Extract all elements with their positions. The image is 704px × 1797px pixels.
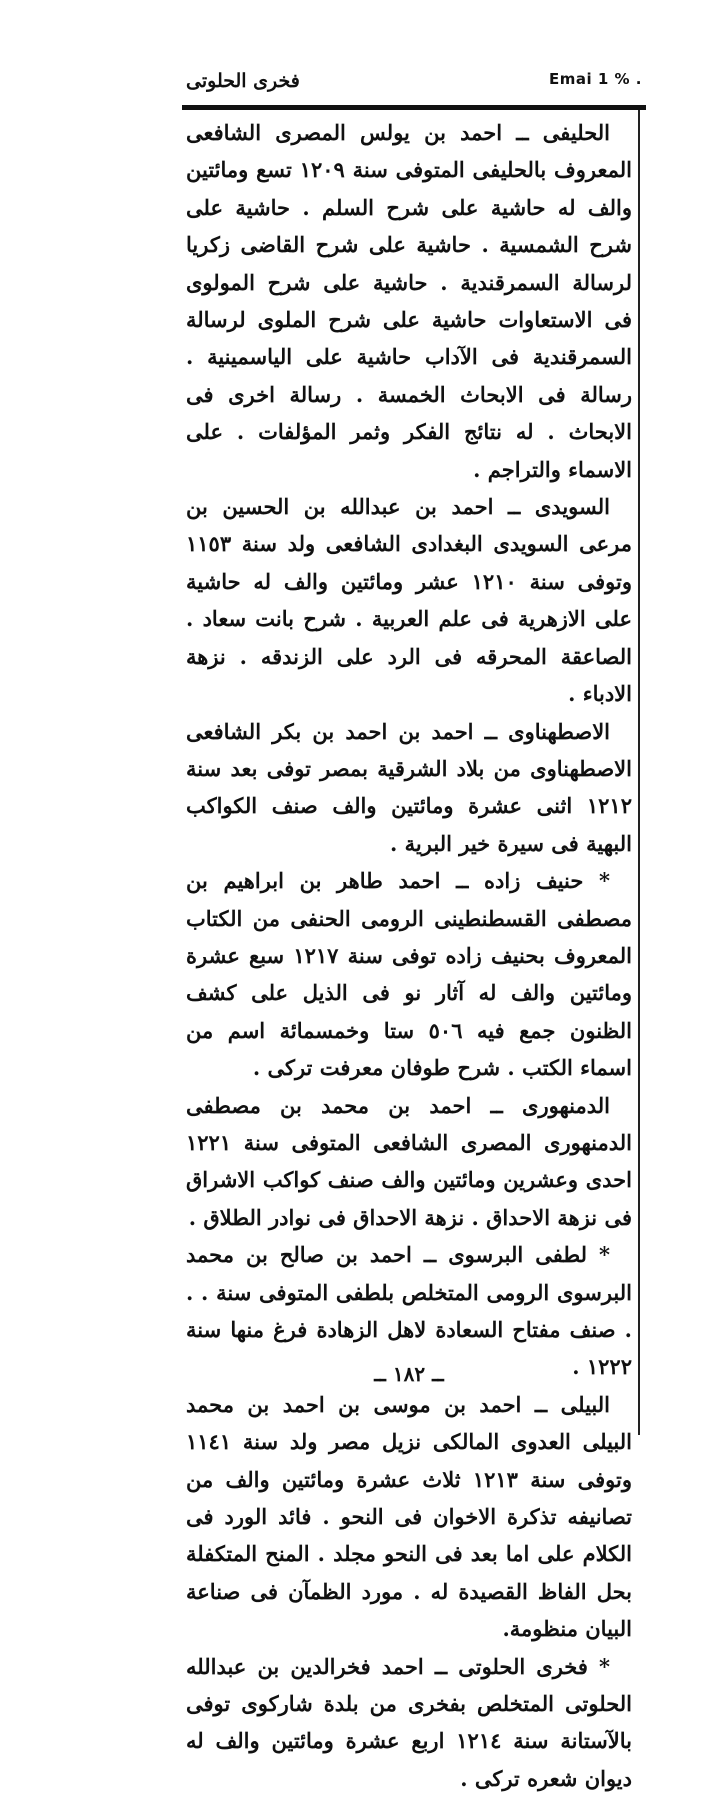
page-number: ــ ١٨٢ ــ	[374, 1362, 444, 1386]
entry-text: * حنيف زاده ــ احمد طاهر بن ابراهيم بن مصطفى القسطنطينى الرومى الحنفى من الكتاب المعروف بحنيف زاده توفى سنة ١٢١٧ سبع عشرة ومائتين والف له آثار نو فى الذيل على كشف الظنون جمع فيه ٥٠٦ ستا وخمسمائة اسم من اسماء الكتب . شرح طوفان معرفت تركى .	[186, 868, 633, 1081]
header-rule	[182, 105, 646, 110]
running-head-ref: Emai 1 % .	[549, 70, 642, 88]
entry-text: الاصطهناوى ــ احمد بن احمد بن بكر الشافعى الاصطهناوى من بلاد الشرقية بمصر توفى بعد سنة ١٢١٢ اثنى عشرة ومائتين والف صنف الكواكب البهية فى سيرة خير البرية .	[186, 718, 632, 856]
entry-istahnawi	[186, 713, 632, 863]
entry-text: السويدى ــ احمد بن عبدالله بن الحسين بن مرعى السويدى البغدادى الشافعى ولد سنة ١١٥٣ وتوفى سنة ١٢١٠ عشر ومائتين والف له حاشية على الازهرية فى علم العربية . شرح بانت سعاد . الصاعقة المحرقه فى الرد على الزندقه . نزهة الادباء .	[186, 494, 632, 707]
entry-text: * لطفى البرسوى ــ احمد بن صالح بن محمد البرسوى الرومى المتخلص بلطفى المتوفى سنة . . . صنف مفتاح السعادة لاهل الزهادة فرغ منها سنة ١٢٢٢ .	[186, 1242, 632, 1380]
running-head-title: فخرى الحلوتى	[186, 70, 300, 92]
entry-text: الحليفى ــ احمد بن يولس المصرى الشافعى المعروف بالحليفى المتوفى سنة ١٢٠٩ تسع ومائتين والف له حاشية على شرح السلم . حاشية على شرح الشمسية . حاشية على شرح القاضى زكريا لرسالة السمرقندية . حاشية على شرح المولوى فى الاستعاوات حاشية على شرح الملوى لرسالة السمرقندية فى الآداب حاشية على الياسمينية . رسالة فى الابحاث الخمسة . رسالة اخرى فى الابحاث . له نتائج الفكر وثمر المؤلفات . على الاسماء والتراجم .	[186, 120, 632, 482]
entry-text: الدمنهورى ــ احمد بن محمد بن مصطفى الدمنهورى المصرى الشافعى المتوفى سنة ١٢٢١ احدى وعشرين ومائتين والف صنف كواكب الاشراق فى نزهة الاحداق . نزهة الاحداق فى نوادر الطلاق .	[186, 1092, 632, 1230]
running-head	[186, 70, 642, 100]
entry-text: * فخرى الحلوتى ــ احمد فخرالدين بن عبدالله الحلوتى المتخلص بفخرى من بلدة شاركوى توفى بالآستانة سنة ١٢١٤ اربع عشرة ومائتين والف له ديوان شعره تركى .	[186, 1653, 632, 1791]
entry-text: البيلى ــ احمد بن موسى بن احمد بن محمد البيلى العدوى المالكى نزيل مصر ولد سنة ١١٤١ وتوفى سنة ١٢١٣ ثلاث عشرة ومائتين والف من تصانيفه تذكرة الاخوان فى النحو . فائد الورد فى الكلام على اما بعد فى النحو مجلد . المنح المتكفلة بحل الفاظ القصيدة له . مورد الظمآن فى صناعة البيان منظومة.	[186, 1391, 632, 1642]
entry-fakhri-halwati	[186, 1648, 632, 1797]
entry-bayli	[186, 1386, 632, 1648]
margin-rule	[638, 110, 640, 1435]
entry-damanhuri	[186, 1087, 632, 1237]
entry-suwaydi	[186, 488, 632, 712]
entry-hanif-zadeh	[186, 862, 632, 1086]
body-text	[186, 114, 632, 1797]
entry-haleifi	[186, 114, 632, 488]
